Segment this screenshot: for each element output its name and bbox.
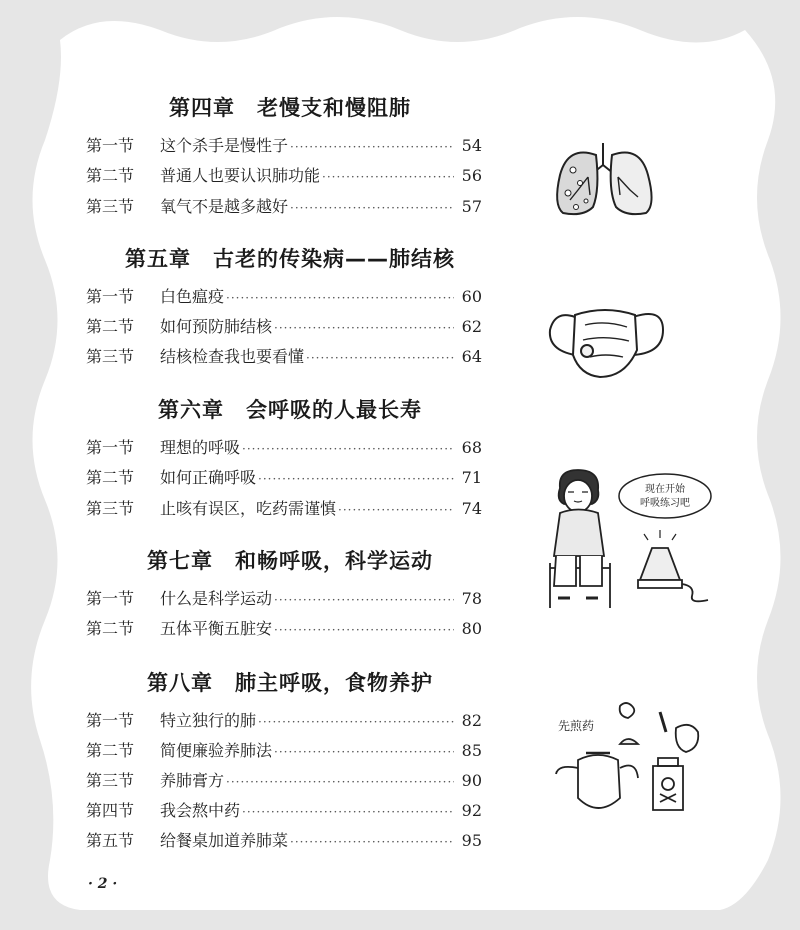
medicine-pot-icon [548, 698, 718, 838]
section-label: 第二节 [86, 317, 135, 336]
toc-entry[interactable] [86, 134, 482, 158]
dot-leader [290, 196, 454, 220]
page-number: 57 [461, 197, 482, 216]
page-number: 78 [461, 589, 482, 608]
toc-entry[interactable] [86, 345, 482, 369]
section-title: 如何正确呼吸 [160, 468, 257, 487]
section-label: 第三节 [86, 499, 135, 518]
chapter-number: 第四章 [169, 96, 235, 120]
toc-entry[interactable] [86, 739, 482, 763]
dot-leader [258, 710, 454, 734]
page-number-footer: · 2 · [88, 876, 118, 892]
chapter-heading[interactable] [80, 394, 500, 424]
dot-leader [290, 135, 454, 159]
toc-entry[interactable] [86, 587, 482, 611]
dot-leader [226, 770, 454, 794]
page-number: 62 [461, 317, 482, 336]
dot-leader [226, 286, 454, 310]
page-number: 95 [461, 831, 482, 850]
chapter-heading[interactable] [80, 243, 500, 273]
chapter-title: 会呼吸的人最长寿 [246, 398, 422, 422]
section-title: 特立独行的肺 [160, 711, 257, 730]
section-title: 理想的呼吸 [160, 438, 241, 457]
toc-entry[interactable] [86, 497, 482, 521]
toc-entry[interactable] [86, 285, 482, 309]
toc-entry[interactable] [86, 769, 482, 793]
section-label: 第五节 [86, 831, 135, 850]
toc-entry[interactable] [86, 617, 482, 641]
toc-entry[interactable] [86, 315, 482, 339]
chapter-title: 古老的传染病——肺结核 [213, 247, 455, 271]
mask-icon [545, 305, 670, 385]
page-number: 56 [461, 166, 482, 185]
page-number: 64 [461, 347, 482, 366]
speech-line-1: 现在开始 [645, 484, 685, 495]
section-title: 结核检查我也要看懂 [160, 347, 305, 366]
section-title: 白色瘟疫 [160, 287, 225, 306]
dot-leader [306, 346, 454, 370]
page-number: 82 [461, 711, 482, 730]
dot-leader [322, 165, 454, 189]
page-number: 90 [461, 771, 482, 790]
section-label: 第一节 [86, 287, 135, 306]
chapter-heading[interactable] [80, 667, 500, 697]
section-label: 第三节 [86, 771, 135, 790]
section-title: 普通人也要认识肺功能 [160, 166, 321, 185]
section-label: 第一节 [86, 589, 135, 608]
toc-entry[interactable] [86, 164, 482, 188]
page-number: 85 [461, 741, 482, 760]
section-title: 氧气不是越多越好 [160, 197, 289, 216]
section-title: 这个杀手是慢性子 [160, 136, 289, 155]
section-title: 简便廉验养肺法 [160, 741, 273, 760]
section-title: 给餐桌加道养肺菜 [160, 831, 289, 850]
dot-leader [274, 618, 454, 642]
woman-breathing-icon [540, 468, 715, 613]
chapter-heading[interactable] [80, 545, 500, 575]
dot-leader [274, 316, 454, 340]
chapter-title: 和畅呼吸，科学运动 [235, 549, 433, 573]
section-label: 第三节 [86, 347, 135, 366]
dot-leader [242, 437, 454, 461]
speech-bubble [619, 474, 711, 518]
section-label: 第一节 [86, 136, 135, 155]
section-label: 第三节 [86, 197, 135, 216]
chapter-number: 第六章 [158, 398, 224, 422]
dot-leader [338, 498, 454, 522]
dot-leader [258, 467, 454, 491]
toc-entry[interactable] [86, 195, 482, 219]
section-title: 五体平衡五脏安 [160, 619, 273, 638]
toc-entry[interactable] [86, 829, 482, 853]
dot-leader [290, 830, 454, 854]
medicine-label: 先煎药 [558, 719, 595, 733]
chapter-heading[interactable] [80, 92, 500, 122]
section-label: 第二节 [86, 468, 135, 487]
section-label: 第四节 [86, 801, 135, 820]
speech-line-2: 呼吸练习吧 [640, 498, 690, 509]
toc-entry[interactable] [86, 436, 482, 460]
section-title: 什么是科学运动 [160, 589, 273, 608]
toc-entry[interactable] [86, 466, 482, 490]
dot-leader [242, 800, 454, 824]
toc-entry[interactable] [86, 709, 482, 733]
section-label: 第二节 [86, 741, 135, 760]
section-title: 我会熬中药 [160, 801, 241, 820]
page-number: 74 [461, 499, 482, 518]
section-title: 养肺膏方 [160, 771, 225, 790]
page-number: 71 [461, 468, 482, 487]
chapter-title: 肺主呼吸，食物养护 [235, 671, 433, 695]
dot-leader [274, 740, 454, 764]
page-number: 60 [461, 287, 482, 306]
page-number: 92 [461, 801, 482, 820]
toc-entry[interactable] [86, 799, 482, 823]
dot-leader [274, 588, 454, 612]
page-number: 68 [461, 438, 482, 457]
lungs-icon [548, 135, 668, 220]
section-label: 第一节 [86, 438, 135, 457]
section-title: 止咳有误区，吃药需谨慎 [160, 499, 337, 518]
chapter-number: 第五章 [125, 247, 191, 271]
chapter-number: 第八章 [147, 671, 213, 695]
section-label: 第二节 [86, 619, 135, 638]
page-number: 54 [461, 136, 482, 155]
chapter-title: 老慢支和慢阻肺 [257, 96, 411, 120]
humidifier-icon [638, 530, 708, 601]
section-label: 第二节 [86, 166, 135, 185]
page-number: 80 [461, 619, 482, 638]
section-title: 如何预防肺结核 [160, 317, 273, 336]
chapter-number: 第七章 [147, 549, 213, 573]
section-label: 第一节 [86, 711, 135, 730]
